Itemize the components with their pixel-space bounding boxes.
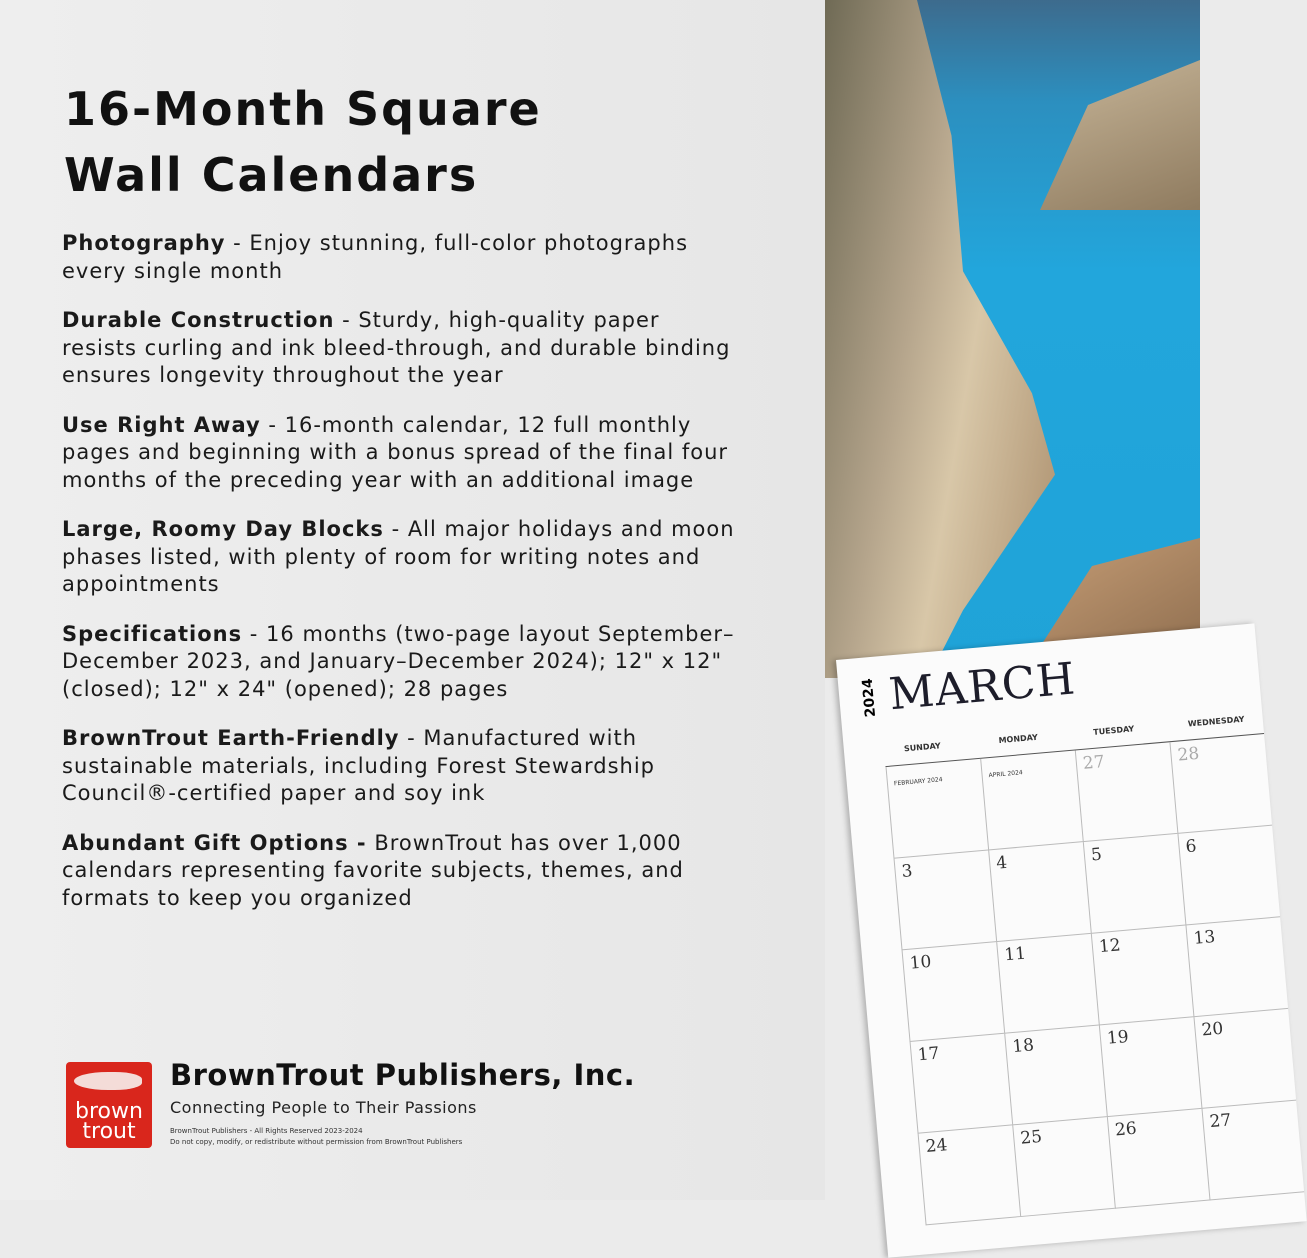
title-line: Wall Calendars (64, 148, 479, 202)
feature-heading: BrownTrout Earth-Friendly (62, 726, 400, 750)
cliff-shape (1040, 60, 1200, 210)
feature-photography (62, 230, 742, 285)
feature-heading: Large, Roomy Day Blocks (62, 517, 384, 541)
feature-text: - Enjoy stunning, full-color photographs every single month (62, 231, 689, 283)
calendar-month: MARCH (887, 653, 1078, 721)
feature-heading: Specifications (62, 621, 243, 646)
browntrout-logo (66, 1062, 152, 1148)
feature-text: BrownTrout has over 1,000 calendars representing favorite subjects, themes, and formats to keep you organized (62, 830, 684, 910)
day-header: MONDAY (998, 732, 1039, 746)
publisher-name: BrownTrout Publishers, Inc. (170, 1058, 636, 1092)
feature-gift-options (62, 830, 742, 913)
feature-day-blocks (62, 516, 742, 599)
day-cell: 11 (996, 934, 1099, 1034)
day-cell: 17 (910, 1034, 1013, 1134)
mini-calendar-label: APRIL 2024 (988, 769, 1024, 780)
logo-text: brown (75, 1099, 143, 1124)
calendar-year: 2024 (859, 677, 880, 718)
day-cell: 18 (1004, 1025, 1107, 1125)
day-cell: 13 (1185, 917, 1288, 1017)
day-header: TUESDAY (1092, 724, 1135, 737)
feature-heading: Abundant Gift Options - (62, 830, 367, 855)
day-cell: 19 (1099, 1017, 1202, 1117)
cliff-shape (825, 0, 1055, 678)
day-cell: 27 (1202, 1101, 1305, 1201)
day-cell: 5 (1083, 834, 1186, 934)
feature-use-right-away (62, 412, 742, 495)
page-title (64, 76, 542, 208)
feature-heading: Use Right Away (62, 412, 261, 437)
feature-durable (62, 307, 742, 390)
day-cell (886, 759, 989, 859)
title-line: 16-Month Square (64, 82, 542, 136)
feature-text: - 16 months (two-page layout September–December 2023, and January–December 2024); 12" x 12" (closed); 12" x 24" (opened); 28 pages (62, 621, 735, 701)
feature-text: - Sturdy, high-quality paper resists curling and ink bleed-through, and durable binding ensures longevity throughout the year (62, 308, 731, 387)
feature-heading: Durable Construction (62, 308, 335, 332)
calendar-grid (885, 733, 1304, 1225)
feature-specifications (62, 621, 742, 704)
day-cell: 10 (902, 942, 1005, 1042)
feature-earth-friendly (62, 725, 742, 808)
calendar-photo (825, 0, 1200, 678)
mini-calendar-label: FEBRUARY 2024 (893, 776, 943, 788)
day-cell: 3 (894, 850, 997, 950)
copyright-text: Do not copy, modify, or redistribute without permission from BrownTrout Publishers (170, 1138, 463, 1146)
copyright-text: BrownTrout Publishers - All Rights Reserved 2023-2024 (170, 1127, 363, 1135)
day-cell: 20 (1193, 1009, 1296, 1109)
day-cell: 6 (1177, 826, 1280, 926)
day-cell: 25 (1012, 1117, 1115, 1217)
feature-text: - 16-month calendar, 12 full monthly pages and beginning with a bonus spread of the final four months of the preceding year with an additional image (62, 412, 729, 492)
publisher-tagline: Connecting People to Their Passions (170, 1098, 477, 1117)
day-cell: 12 (1091, 926, 1194, 1026)
feature-text: - All major holidays and moon phases listed, with plenty of room for writing notes and appointments (62, 517, 735, 596)
feature-text: - Manufactured with sustainable materials, including Forest Stewardship Council®-certified paper and soy ink (62, 726, 655, 805)
feature-heading: Photography (62, 231, 226, 255)
day-cell: 27 (1075, 742, 1178, 842)
day-cell: 26 (1107, 1109, 1210, 1209)
day-cell: 24 (918, 1125, 1021, 1225)
day-header: WEDNESDAY (1187, 714, 1245, 729)
day-cell: 4 (988, 842, 1091, 942)
trout-icon (74, 1072, 142, 1090)
day-cell (980, 751, 1083, 851)
day-header: SUNDAY (903, 741, 942, 754)
logo-text: trout (82, 1119, 136, 1144)
day-cell: 28 (1169, 734, 1272, 834)
calendar-page (836, 623, 1307, 1257)
feature-list (62, 230, 742, 934)
